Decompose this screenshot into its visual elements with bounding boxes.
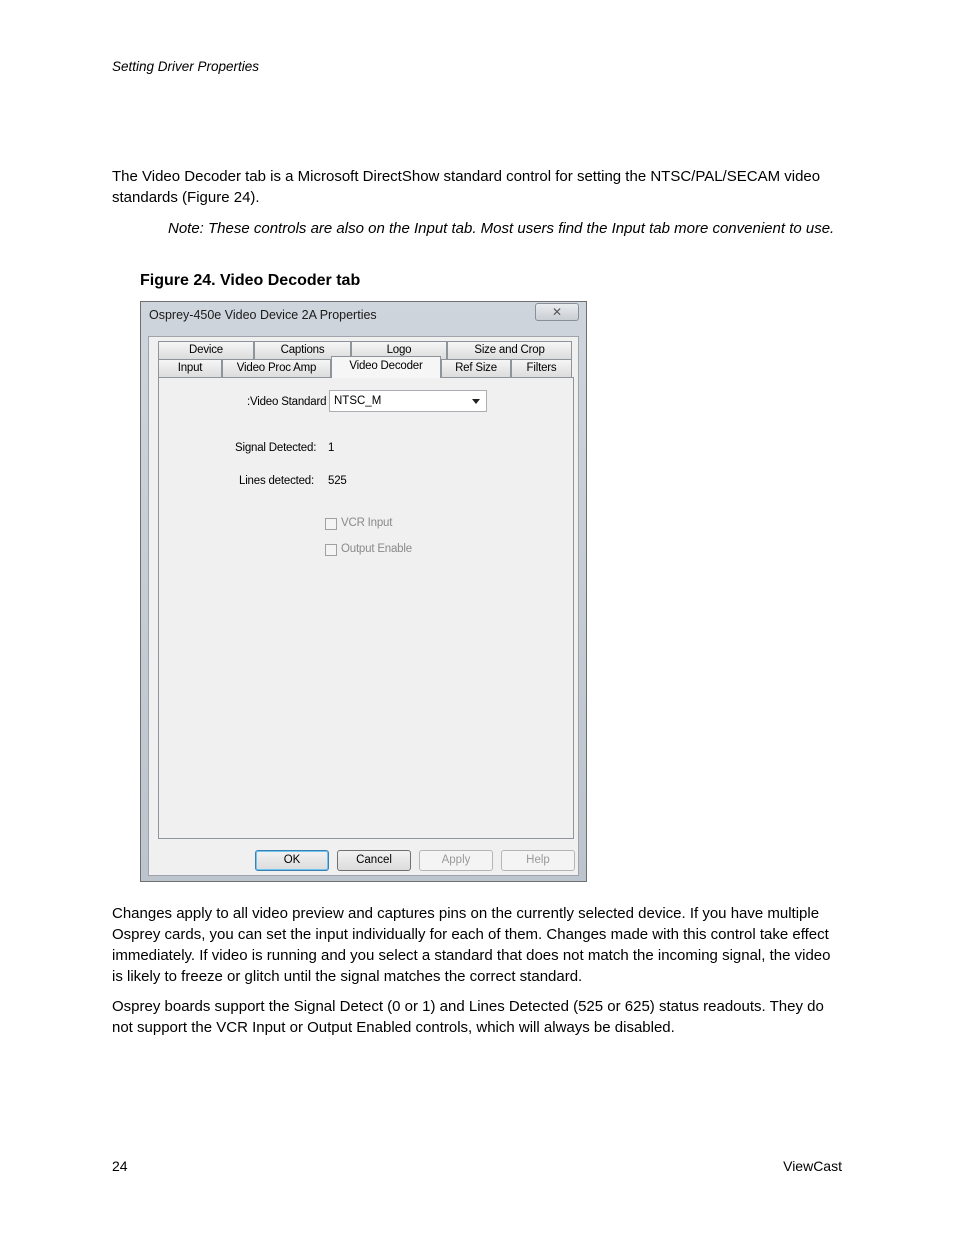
chevron-down-icon [472,399,480,404]
signal-detected-label: Signal Detected: [235,442,317,454]
lines-detected-value: 525 [328,475,347,487]
output-enable-checkbox[interactable] [325,544,337,556]
body-paragraph-2: Changes apply to all video preview and captures pins on the currently selected device. If you have multiple Osprey cards, you can set the input individually for each of them. Changes made with this control take effect immediately. If video is running and you select a standard that does not match the incoming signal, the video is likely to freeze or glitch until the signal matches the correct standard. [112,905,831,985]
figure-caption: Figure 24. Video Decoder tab [140,272,361,289]
tab-size-and-crop[interactable]: Size and Crop [447,341,572,359]
signal-detected-value: 1 [328,442,335,454]
note-paragraph: Note: These controls are also on the Input tab. Most users find the Input tab more convenient to use. [168,220,835,237]
properties-dialog [140,301,587,882]
help-button[interactable]: Help [501,850,575,871]
close-icon: ✕ [551,305,563,319]
ok-button[interactable]: OK [255,850,329,871]
running-header: Setting Driver Properties [112,59,260,74]
page-number: 24 [112,1158,128,1174]
vcr-input-checkbox[interactable] [325,518,337,530]
tab-device[interactable]: Device [158,341,254,359]
footer-company: ViewCast [783,1158,842,1174]
tab-ref-size[interactable]: Ref Size [441,359,511,377]
tab-captions[interactable]: Captions [254,341,351,359]
tab-filters[interactable]: Filters [511,359,572,377]
video-standard-label: :Video Standard [247,396,327,408]
dialog-title: Osprey-450e Video Device 2A Properties [149,308,377,322]
video-standard-value: NTSC_M [334,395,382,407]
dialog-client-area [148,336,579,876]
video-standard-select[interactable] [329,390,487,412]
dialog-titlebar [141,302,586,336]
vcr-input-label: VCR Input [341,517,393,529]
apply-button[interactable]: Apply [419,850,493,871]
intro-paragraph: The Video Decoder tab is a Microsoft DirectShow standard control for setting the NTSC/PAL/SECAM video standards (Figure 24). [112,168,821,206]
lines-detected-label: Lines detected: [239,475,315,487]
tab-input[interactable]: Input [158,359,222,377]
tab-logo[interactable]: Logo [351,341,447,359]
output-enable-label: Output Enable [341,543,412,555]
cancel-button[interactable]: Cancel [337,850,411,871]
body-paragraph-3: Osprey boards support the Signal Detect (0 or 1) and Lines Detected (525 or 625) status readouts. They do not support the VCR Input or Output Enabled controls, which will always be disabled. [112,998,824,1036]
close-button[interactable] [535,303,579,321]
tab-video-proc-amp[interactable]: Video Proc Amp [222,359,331,377]
tab-panel-video-decoder [158,377,574,839]
tab-video-decoder[interactable]: Video Decoder [331,356,441,378]
